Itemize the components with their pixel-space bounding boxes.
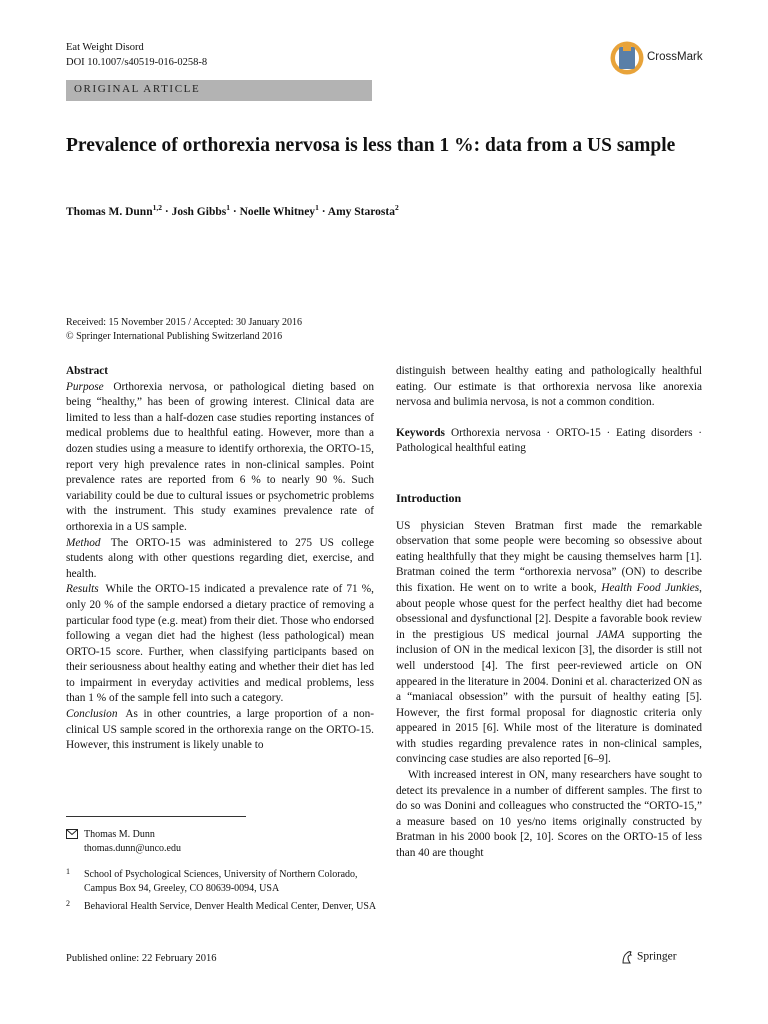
conclusion-label: Conclusion <box>66 708 118 721</box>
abstract-conclusion <box>66 707 374 754</box>
left-column <box>66 364 374 754</box>
doi[interactable]: DOI 10.1007/s40519-016-0258-8 <box>66 57 208 68</box>
copyright: © Springer International Publishing Switzerland 2016 <box>66 331 283 342</box>
journal-header <box>66 40 207 70</box>
purpose-label: Purpose <box>66 380 104 393</box>
keywords-text: Orthorexia nervosa · ORTO-15 · Eating disorders · Pathological healthful eating <box>396 426 702 455</box>
intro-paragraph-2: With increased interest in ON, many researchers have sought to detect its prevalence in a number of different samples. The first to do so was Donini and colleagues who constructed the “ORTO-15,” a measure based on 10 yes/no items originally constructed by Bratman in his 2000 book [2, 10]. Scores on the ORTO-15 of less than 40 are thought <box>396 769 702 860</box>
author-affiliation: 1,2 <box>152 203 162 212</box>
springer-horse-icon <box>620 950 634 964</box>
keywords-label: Keywords <box>396 426 445 439</box>
abstract-method <box>66 536 374 583</box>
intro-paragraph-1 <box>396 519 702 769</box>
corresponding-email[interactable]: thomas.dunn@unco.edu <box>84 843 181 854</box>
journal-name: Eat Weight Disord <box>66 42 144 53</box>
affiliation-number: 2 <box>66 899 70 908</box>
affiliation-text: School of Psychological Sciences, University of Northern Colorado, Campus Box 94, Greeley, CO 80639-0094, USA <box>84 869 358 894</box>
purpose-text: Orthorexia nervosa, or pathological dieting based on being “healthy,” has been of growing interest. Clinical data are limited to less than a half-dozen case studies reporting instances of medical problems due to healthful eating. However, more than a dozen studies using a measure to identify orthorexia, the ORTO-15, report very high prevalence rates in non-clinical samples. Point prevalence rates are reported from 6 % to nearly 90 %. Such variability could be due to cultural issues or psychometric problems with the instrument. This study examines prevalence rate of orthorexia in a US sample. <box>66 380 374 533</box>
author-list: Thomas M. Dunn$^{1,2}$ · Josh Gibbs$^1$ · Noelle Whitney$^1$ · Amy Starosta$^2$ <box>66 203 399 218</box>
abstract-purpose <box>66 380 374 536</box>
method-text: The ORTO-15 was administered to 275 US college students along with other questions regarding diet, exercise, and health. <box>66 536 374 580</box>
affiliation-text: Behavioral Health Service, Denver Health Medical Center, Denver, USA <box>84 901 377 912</box>
published-date: Published online: 22 February 2016 <box>66 953 217 964</box>
article-type: ORIGINAL ARTICLE <box>74 83 201 95</box>
affiliation-number: 1 <box>66 867 70 876</box>
author-affiliation: 2 <box>394 203 399 212</box>
keywords <box>396 426 702 457</box>
journal-title: JAMA <box>596 628 625 641</box>
crossmark-badge[interactable] <box>609 39 709 77</box>
publisher-name: Springer <box>637 950 677 963</box>
results-label: Results <box>66 583 99 596</box>
intro-text: US physician Steven Bratman first made the remarkable observation that some people were becoming so obsessive about eating healthfully that they might be causing themselves harm [1]. Bratman coined the term “orthorexia nervosa” (ON) to describe this fixation. He went on to write a book, <box>396 519 702 594</box>
method-label: Method <box>66 536 101 549</box>
envelope-icon <box>66 829 78 839</box>
author-name[interactable]: Thomas M. Dunn <box>66 205 153 218</box>
introduction-heading: Introduction <box>396 490 462 505</box>
received-accepted: Received: 15 November 2015 / Accepted: 30 January 2016 <box>66 317 303 328</box>
intro-text: supporting the inclusion of ON in the medical lexicon [3], the disorder is still not well understood [4]. The first peer-reviewed article on ON appeared in the literature in 2004. Donini et al. characterized ON as a “maniacal obsession” with the pursuit of healthy eating [5]. However, the first formal proposal for diagnostic criteria only appeared in 2015 [6]. While most of the literature is dominated with studies regarding prevalence rates in non-clinical samples, convincing case studies are also reported [6–9]. <box>396 628 702 766</box>
author-name[interactable]: Noelle Whitney <box>239 205 316 218</box>
footnote-rule <box>66 816 246 817</box>
abstract-heading: Abstract <box>66 365 109 377</box>
conclusion-text: As in other countries, a large proportion of a non-clinical US sample scored in the orthorexia range on the ORTO-15. However, this instrument is likely unable to <box>66 708 375 752</box>
author-name[interactable]: Josh Gibbs <box>171 205 227 218</box>
right-column <box>396 364 702 862</box>
crossmark-icon <box>609 39 645 77</box>
book-title: Health Food Junkies <box>601 581 700 594</box>
intro-text: , about people whose quest for the perfect healthy diet had become obsessional and dysfunctional [2]. Despite a favorable book review in the prestigious US medical journal <box>396 581 702 641</box>
abstract-results <box>66 582 374 707</box>
crossmark-label: CrossMark <box>647 51 703 63</box>
results-text: While the ORTO-15 indicated a prevalence rate of 71 %, only 20 % of the sample endorsed a dietary practice of removing a particular food type (e.g. meat) from their diet. Those who endorsed following a vegan diet had the highest (less pathological) mean ORTO-15 score. Further, when classifying participants based on their seriousness about healthy eating and whether their diet has led to impairment in everyday activities and medical problems, less than 1 % of the sample fell into such a category. <box>66 583 374 705</box>
author-affiliation: 1 <box>226 203 230 212</box>
author-name[interactable]: Amy Starosta <box>327 205 395 218</box>
article-title: Prevalence of orthorexia nervosa is less than 1 %: data from a US sample <box>66 135 676 156</box>
article-type-banner <box>66 80 372 101</box>
article-dates <box>66 316 302 344</box>
author-affiliation: 1 <box>315 203 319 212</box>
publisher-logo <box>620 950 677 964</box>
corresponding-name: Thomas M. Dunn <box>84 829 155 840</box>
abstract-continued: distinguish between healthy eating and pathologically healthful eating. Our estimate is that orthorexia nervosa like anorexia nervosa and bulimia nervosa, is not a common condition. <box>396 365 702 409</box>
